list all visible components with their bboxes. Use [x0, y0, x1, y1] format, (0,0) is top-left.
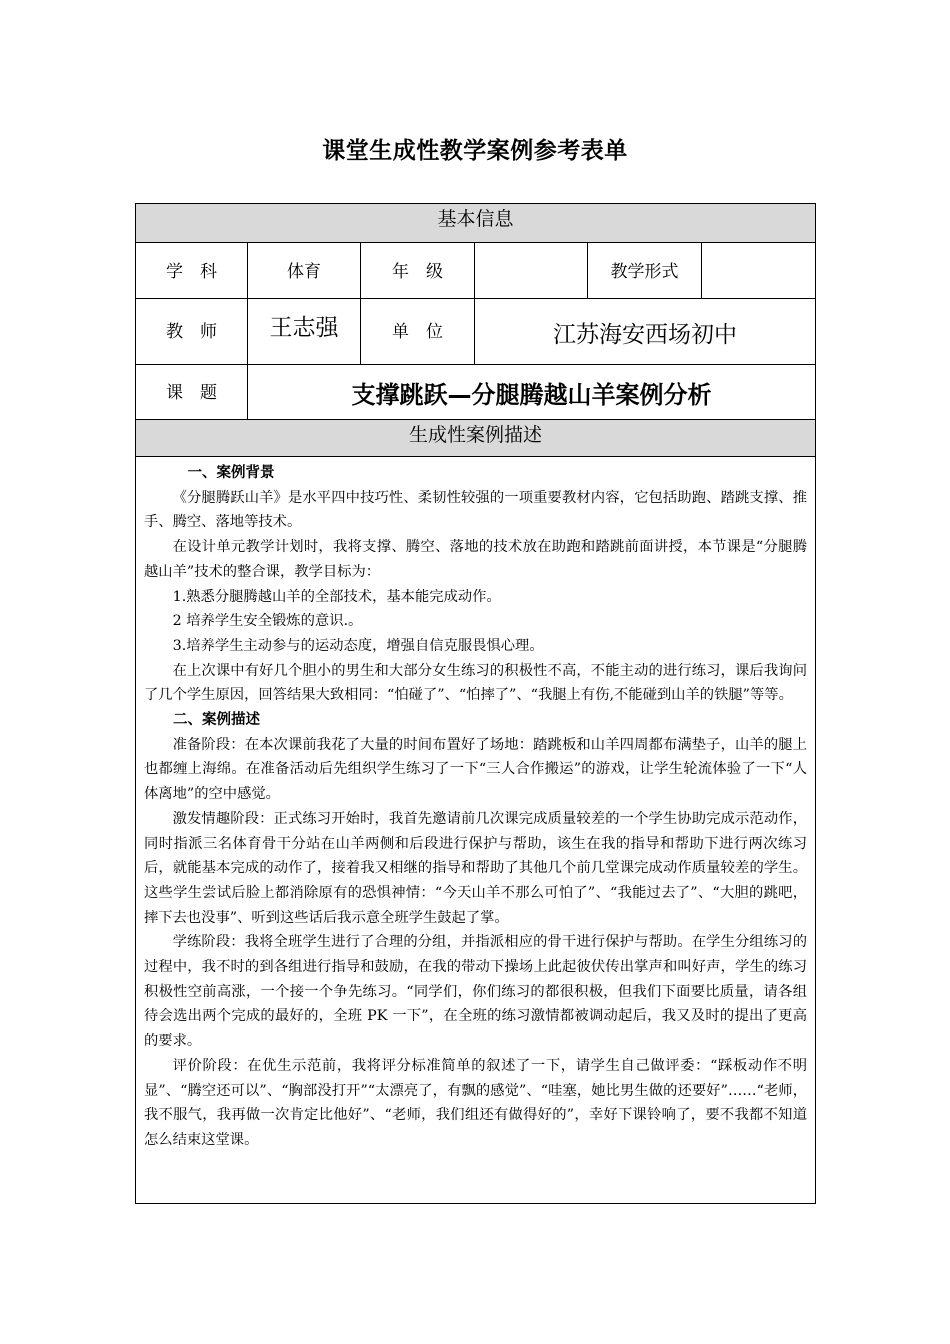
section-description-title: 二、案例描述 [173, 712, 260, 729]
paragraph: 学练阶段：我将全班学生进行了合理的分组，并指派相应的骨干进行保护与帮助。在学生分组练习的过程中，我不时的到各组进行指导和鼓励，在我的带动下操场上此起彼伏传出掌声和叫好声，学生的练习积极性空前高涨，一个接一个争先练习。“同学们，你们练习的都很积极，但我们下面要比质量，请各组待会选出两个完成的最好的，全班 PK 一下”，在全班的练习激情都被调动起后，我又及时的提出了更高的要求。 [144, 934, 807, 1050]
paragraph: 2 培养学生安全锻炼的意识.。 [172, 613, 363, 630]
basic-info-header [136, 204, 815, 243]
teacher-value: 王志强 [248, 299, 361, 364]
paragraph: 准备阶段：在本次课前我花了大量的时间布置好了场地：踏跳板和山羊四周都布满垫子，山羊的腿上也都缠上海绵。在准备活动后先组织学生练习了一下“三人合作搬运”的游戏，让学生轮流体验了一下“人体离地”的空中感觉。 [144, 736, 807, 803]
paragraph: 评价阶段：在优生示范前，我将评分标准简单的叙述了一下，请学生自己做评委：“踩板动作不明显”、“腾空还可以”、“胸部没打开”“太漂亮了，有飘的感觉”、“哇塞，她比男生做的还要好”……“老师，我不服气，我再做一次肯定比他好”、“老师，我们组还有做得好的”，幸好下课铃响了，要不我都不知道怎么结束这堂课。 [144, 1057, 807, 1148]
case-header [136, 420, 815, 457]
paragraph: 1.熟悉分腿腾越山羊的全部技术，基本能完成动作。 [172, 588, 501, 605]
paragraph: 在上次课中有好几个胆小的男生和大部分女生练习的积极性不高，不能主动的进行练习，课后我询问了几个学生原因，回答结果大致相同：“怕碰了”、“怕摔了”、“我腿上有伤,不能碰到山羊的铁腿”等等。 [144, 662, 807, 704]
case-header-label: 生成性案例描述 [408, 424, 542, 446]
subject-label: 学 科 [136, 243, 248, 298]
basic-info-header-label: 基本信息 [437, 208, 514, 230]
subject-row [136, 243, 815, 299]
grade-value [475, 243, 588, 298]
paragraph: 3.培养学生主动参与的运动态度，增强自信克服畏惧心理。 [172, 637, 544, 654]
unit-label: 单 位 [361, 299, 475, 364]
teaching-form-label: 教学形式 [588, 243, 702, 298]
case-form-table [135, 203, 816, 1204]
topic-label: 课 题 [136, 365, 248, 419]
paragraph: 《分腿腾跃山羊》是水平四中技巧性、柔韧性较强的一项重要教材内容，它包括助跑、踏跳支撑、推手、腾空、落地等技术。 [144, 489, 807, 531]
paragraph: 激发情趣阶段：正式练习开始时，我首先邀请前几次课完成质量较差的一个学生协助完成示范动作，同时指派三名体育骨干分站在山羊两侧和后段进行保护与帮助，该生在我的指导和帮助下进行两次练习后，就能基本完成的动作了，接着我又相继的指导和帮助了其他几个前几堂课完成动作质量较差的学生。这些学生尝试后脸上都消除原有的恐惧神情：“今天山羊不那么可怕了”、“我能过去了”、“大胆的跳吧，摔下去也没事”、听到这些话后我示意全班学生鼓起了掌。 [144, 810, 807, 926]
case-content [136, 457, 815, 1153]
teacher-row [136, 299, 815, 365]
topic-value: 支撑跳跃—分腿腾越山羊案例分析 [351, 381, 712, 409]
teacher-label: 教 师 [136, 299, 248, 364]
page-title: 课堂生成性教学案例参考表单 [322, 138, 628, 164]
subject-value: 体育 [248, 243, 361, 298]
teaching-form-value [702, 243, 815, 298]
section-background-title: 一、案例背景 [187, 465, 275, 481]
grade-label: 年 级 [361, 243, 475, 298]
paragraph: 在设计单元教学计划时，我将支撑、腾空、落地的技术放在助跑和踏跳前面讲授，本节课是“分腿腾越山羊”技术的整合课，教学目标为： [144, 539, 807, 580]
unit-value: 江苏海安西场初中 [553, 322, 737, 348]
topic-row [136, 365, 815, 420]
